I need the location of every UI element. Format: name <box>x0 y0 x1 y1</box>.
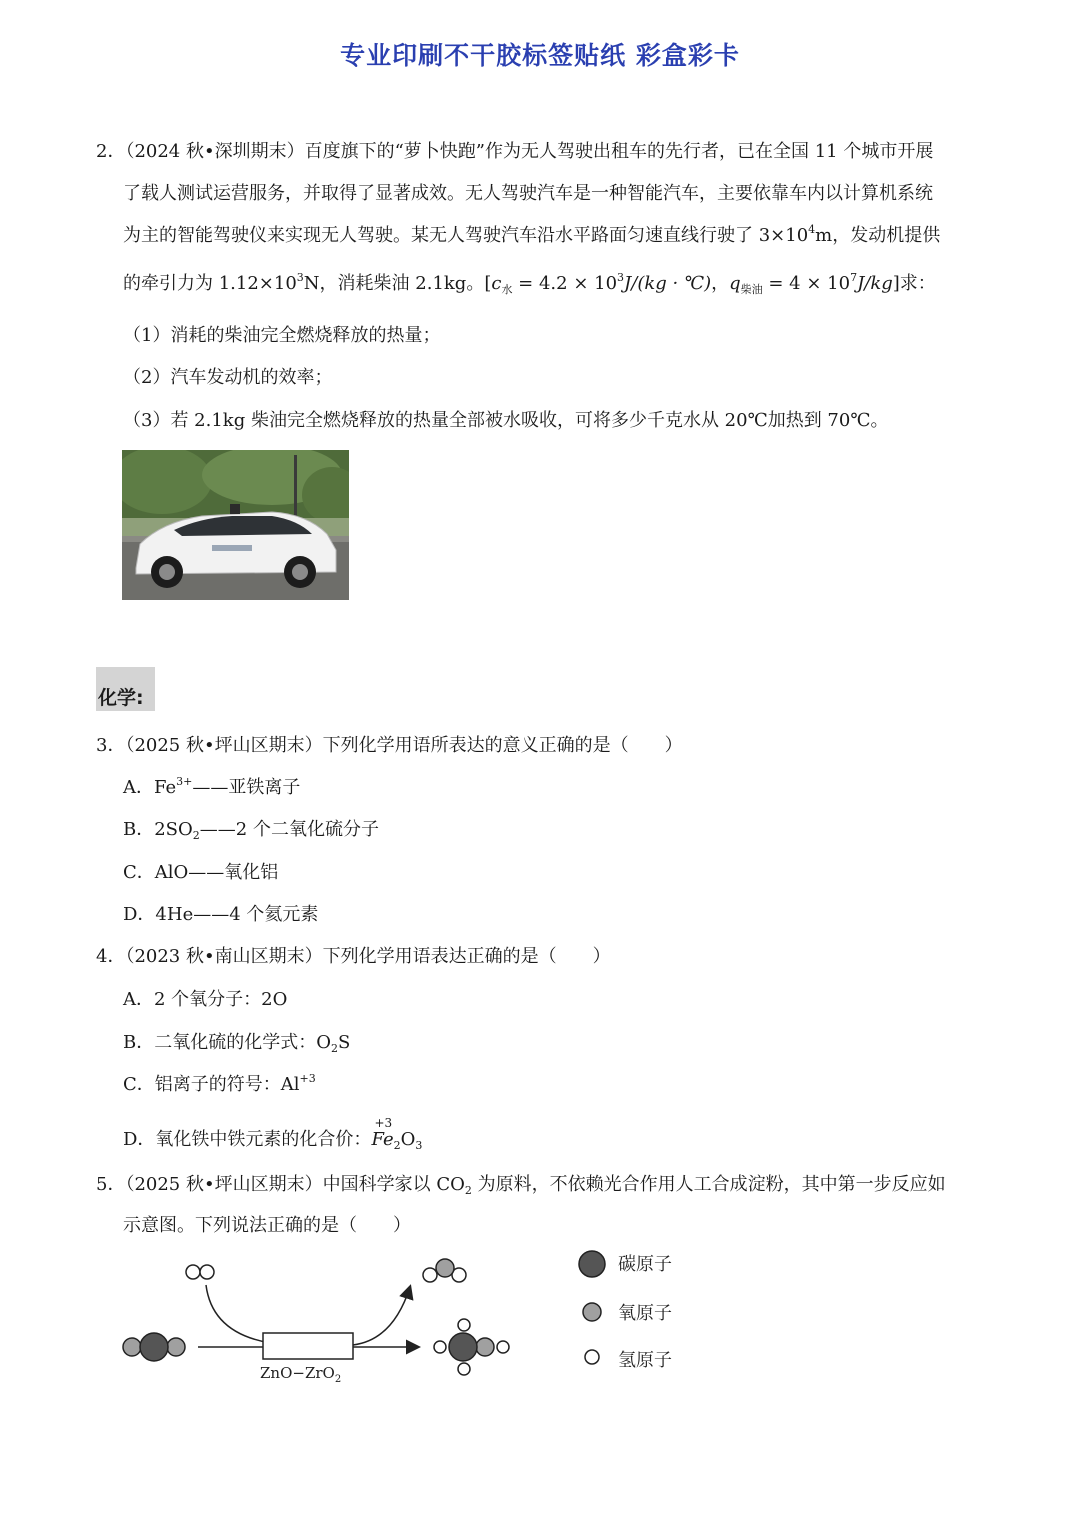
q4-option-a[interactable]: A．2 个氧分子：2O <box>123 989 288 1010</box>
catalyst-label: ZnO−ZrO$_2$ <box>260 1364 342 1385</box>
section-chemistry <box>96 667 155 711</box>
section-label: 化学: <box>98 687 144 709</box>
q2-c-symbol: c <box>491 273 502 294</box>
methanol-molecule <box>434 1319 509 1375</box>
q3-option-a[interactable] <box>123 776 300 800</box>
q3-stem: 3．（2025 秋•坪山区期末）下列化学用语所表达的意义正确的是（ ） <box>96 735 683 756</box>
q4-option-c[interactable] <box>123 1073 316 1097</box>
q2-number: 2． <box>96 141 126 162</box>
q2-exp-force: 3 <box>296 271 304 284</box>
q4-b-pre: B．二氧化硫的化学式：O <box>123 1032 331 1053</box>
q4-d-pre: D．氧化铁中铁元素的化合价： <box>123 1129 372 1150</box>
carbon-atom-icon <box>579 1251 605 1277</box>
q5-line2: 示意图。下列说法正确的是（ ） <box>123 1215 411 1236</box>
q3-option-d[interactable]: D．4He——4 个氦元素 <box>123 904 319 925</box>
legend-carbon: 碳原子 <box>618 1254 672 1275</box>
q2-text-3a: 为主的智能驾驶仪来实现无人驾驶。某无人驾驶汽车沿水平路面匀速直线行驶了 3×10 <box>123 225 809 246</box>
q2-sep: ， <box>711 273 730 294</box>
q2-q-unit: J/kg <box>857 273 893 294</box>
q2-sub2: （2）汽车发动机的效率； <box>123 367 333 388</box>
q4-d-o: O <box>400 1129 416 1150</box>
q4-option-b[interactable] <box>123 1031 350 1055</box>
q4-stem: 4．（2023 秋•南山区期末）下列化学用语表达正确的是（ ） <box>96 946 611 967</box>
q2-q-symbol: q <box>729 273 741 294</box>
q2-q-sub: 柴油 <box>740 283 763 296</box>
q2-exp-distance: 4 <box>808 223 816 236</box>
q5-text-1a: 5．（2025 秋•坪山区期末）中国科学家以 CO <box>96 1174 465 1195</box>
q4-b-post: S <box>337 1032 351 1053</box>
h2-molecule <box>186 1265 214 1279</box>
q2-c-sub: 水 <box>501 283 513 296</box>
q4-d-sub1: 2 <box>393 1139 401 1152</box>
q5-co2-sub: 2 <box>464 1184 472 1197</box>
q4-b-sub: 2 <box>330 1042 338 1055</box>
q3-a-charge: 3+ <box>176 775 193 788</box>
oxygen-atom-icon <box>583 1303 601 1321</box>
q2-line2: 了载人测试运营服务，并取得了显著成效。无人驾驶汽车是一种智能汽车，主要依靠车内以计算机系统 <box>123 183 933 204</box>
q3-b-sub: 2 <box>192 829 200 842</box>
q4-c-charge: +3 <box>299 1072 316 1085</box>
q3-a-pre: A．Fe <box>123 777 177 798</box>
q3-b-post: ——2 个二氧化硫分子 <box>199 819 379 840</box>
q3-a-post: ——亚铁离子 <box>192 777 301 798</box>
co2-molecule <box>123 1333 185 1361</box>
reaction-diagram <box>118 1245 528 1395</box>
q3-option-b[interactable] <box>123 818 379 842</box>
q4-d-sub2: 3 <box>415 1139 423 1152</box>
q2-line4 <box>123 272 936 296</box>
q2-line1 <box>96 140 933 164</box>
q2-text-3b: m，发动机提供 <box>815 225 941 246</box>
banner-title: 专业印刷不干胶标签贴纸 彩盒彩卡 <box>340 41 740 70</box>
q2-line3 <box>123 224 940 248</box>
q2-sub1: （1）消耗的柴油完全燃烧释放的热量； <box>123 325 441 346</box>
q4-option-d[interactable] <box>123 1116 423 1152</box>
hydrogen-atom-icon <box>585 1350 599 1364</box>
legend-oxygen: 氧原子 <box>618 1303 672 1324</box>
car-photo <box>122 450 349 600</box>
q2-text-4end: ]求： <box>892 273 936 294</box>
q2-c-exp: 3 <box>617 271 625 284</box>
q4-d-valence: +3 <box>374 1116 393 1130</box>
q3-b-pre: B．2SO <box>123 819 193 840</box>
q3-option-c[interactable]: C．AlO——氧化铝 <box>123 862 279 883</box>
q2-text-1: （2024 秋•深圳期末）百度旗下的“萝卜快跑”作为无人驾驶出租车的先行者，已在全国 11 个城市开展 <box>125 141 934 162</box>
q2-q-eq: = 4 × 10 <box>762 273 851 294</box>
q2-c-eq: = 4.2 × 10 <box>512 273 618 294</box>
q2-sub3: （3）若 2.1kg 柴油完全燃烧释放的热量全部被水吸收，可将多少千克水从 20℃加热到 70℃。 <box>123 410 889 431</box>
q2-text-4a: 的牵引力为 1.12×10 <box>123 273 297 294</box>
q2-c-unit: J/(kg · ℃) <box>624 273 712 294</box>
q4-c-pre: C．铝离子的符号：Al <box>123 1074 300 1095</box>
q5-text-1b: 为原料，不依赖光合作用人工合成淀粉，其中第一步反应如 <box>471 1174 946 1195</box>
h2o-molecule <box>423 1259 466 1282</box>
q5-line1 <box>96 1173 946 1197</box>
q2-q-exp: 7 <box>850 271 858 284</box>
legend-hydrogen: 氢原子 <box>618 1350 672 1371</box>
q4-d-fe: Fe <box>371 1129 394 1150</box>
q2-text-4b: N，消耗柴油 2.1kg。[ <box>303 273 492 294</box>
atom-legend <box>572 1245 732 1375</box>
q4-d-formula <box>371 1116 394 1152</box>
